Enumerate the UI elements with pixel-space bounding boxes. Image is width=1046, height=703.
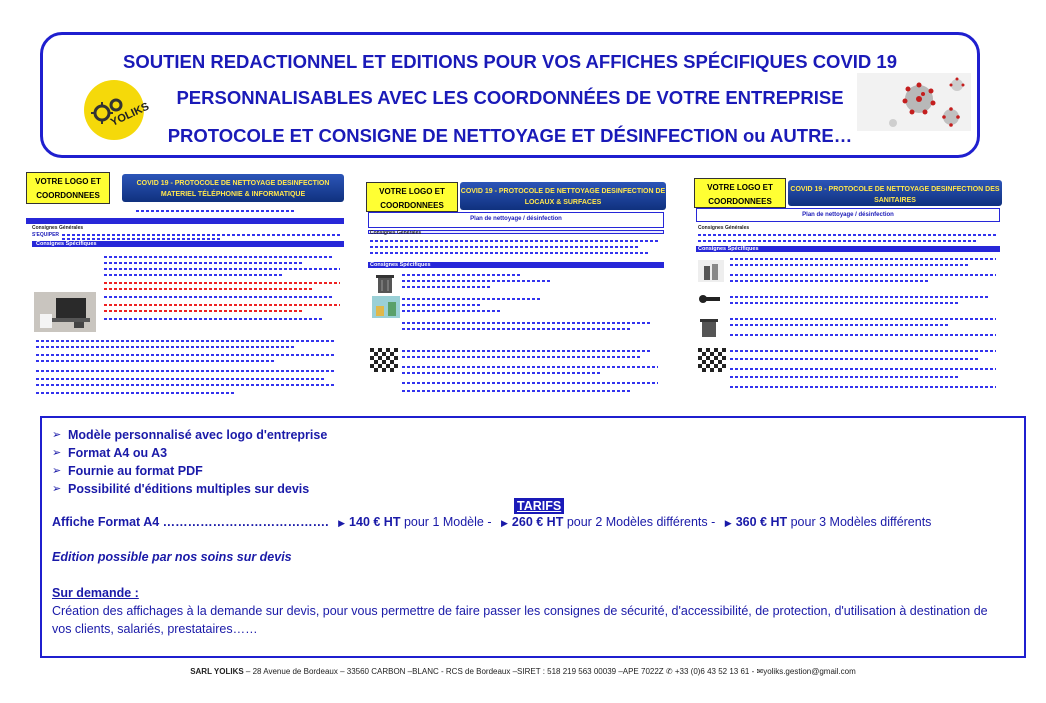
- features-list: [52, 426, 327, 498]
- text-line: [36, 340, 336, 342]
- edition-note: Edition possible par nos soins sur devis: [52, 550, 292, 564]
- text-line: [104, 282, 340, 284]
- phone-icon: ✆: [665, 667, 673, 676]
- tarifs-heading: TARIFS: [514, 498, 564, 514]
- text-line: [730, 264, 970, 266]
- text-line: [402, 366, 658, 368]
- poster-logo-box: VOTRE LOGO ET COORDONNEES: [694, 178, 786, 208]
- virus-image: [857, 73, 971, 131]
- office-image: [372, 296, 400, 318]
- poster-logo-box: VOTRE LOGO ET COORDONNEES: [26, 172, 110, 204]
- door-handle-icon: [698, 294, 720, 304]
- text-line: [730, 296, 990, 298]
- text-line: [36, 354, 336, 356]
- price-label: Affiche Format A4 ………………………………….: [52, 515, 329, 529]
- text-line: [730, 368, 996, 370]
- floor-tiles-image: [698, 348, 726, 372]
- price-1: 140 € HT: [349, 515, 401, 529]
- poster-section-1: Consignes Générales: [32, 225, 84, 231]
- text-line: [104, 256, 334, 258]
- text-line: [730, 324, 950, 326]
- text-line: [370, 246, 640, 248]
- text-line: [104, 262, 304, 264]
- text-line: [402, 274, 522, 276]
- footer-email: yoliks.gestion@gmail.com: [763, 667, 856, 676]
- arrow-bullet-icon: ➢: [52, 483, 62, 495]
- text-line: [730, 280, 930, 282]
- poster-section-1: Consignes Générales: [370, 230, 422, 236]
- text-line: [104, 274, 284, 276]
- text-line: [104, 288, 314, 290]
- text-line: [36, 370, 336, 372]
- info-box: [40, 416, 1026, 658]
- text-line: [730, 376, 960, 378]
- text-line: [402, 356, 642, 358]
- text-line: [36, 384, 336, 386]
- svg-text:YOLIKS: YOLIKS: [108, 100, 152, 129]
- text-line: [104, 310, 304, 312]
- trash-bin-icon: [698, 316, 720, 338]
- triangle-right-icon: ▶: [724, 518, 732, 528]
- email-icon: ✉: [756, 667, 764, 676]
- poster-locaux: [366, 180, 666, 398]
- text-line: [370, 240, 660, 242]
- feature-item: ➢ Fournie au format PDF: [52, 464, 203, 478]
- text-line: [36, 392, 236, 394]
- demande-text: Création des affichages à la demande sur devis, pour vous permettre de faire passer les consignes de sécurité, d'accessibilité, de protection, d'utilisation à destination de vos clients, salariés, prestataires……: [52, 604, 988, 636]
- text-line: [730, 358, 980, 360]
- text-line: [698, 234, 998, 236]
- text-line: [402, 382, 658, 384]
- text-line: [62, 234, 340, 236]
- poster-section-1: Consignes Générales: [698, 225, 750, 231]
- text-line: [730, 350, 996, 352]
- text-line: [730, 386, 996, 388]
- poster-logo-box: VOTRE LOGO ET COORDONNEES: [366, 182, 458, 212]
- text-line: [402, 322, 652, 324]
- trash-bin-icon: [374, 272, 396, 294]
- header-banner: [40, 32, 980, 158]
- feature-item: ➢ Format A4 ou A3: [52, 446, 168, 460]
- text-line: [402, 280, 552, 282]
- sanitizer-icon: [698, 260, 724, 282]
- poster-title: COVID 19 - PROTOCOLE DE NETTOYAGE DESINFECTION DES SANITAIRES: [788, 180, 1002, 206]
- text-line: [730, 302, 960, 304]
- text-line: [62, 238, 222, 240]
- price-2: 260 € HT: [511, 515, 564, 529]
- poster-section-2: Consignes Spécifiques: [698, 246, 759, 252]
- poster-section-2: Consignes Spécifiques: [36, 241, 97, 247]
- text-line: [402, 310, 502, 312]
- header-line-1: SOUTIEN REDACTIONNEL ET EDITIONS POUR VOS AFFICHES SPÉCIFIQUES COVID 19: [122, 51, 898, 72]
- poster-equip: S'EQUIPER: [32, 232, 60, 238]
- footer: [0, 667, 1046, 676]
- floor-tiles-image: [370, 348, 398, 372]
- price-2-text: pour 2 Modèles différents -: [566, 515, 716, 529]
- text-line: [36, 378, 326, 380]
- price-line: [52, 515, 931, 529]
- arrow-bullet-icon: ➢: [52, 447, 62, 459]
- text-line: [730, 258, 996, 260]
- text-line: [104, 318, 324, 320]
- header-line-2: PERSONNALISABLES AVEC LES COORDONNÉES DE VOTRE ENTREPRISE: [176, 87, 844, 108]
- triangle-right-icon: ▶: [501, 518, 508, 528]
- poster-plan: Plan de nettoyage / désinfection: [368, 212, 664, 228]
- footer-company: SARL YOLIKS: [190, 667, 244, 676]
- text-line: [730, 318, 996, 320]
- poster-telephonie: [26, 172, 344, 404]
- text-line: [36, 360, 276, 362]
- poster-sanitaires: [694, 178, 1002, 398]
- text-line: [698, 240, 978, 242]
- feature-item: ➢ Possibilité d'éditions multiples sur devis: [52, 482, 310, 496]
- poster-section-2: Consignes Spécifiques: [370, 262, 431, 268]
- yoliks-logo: [76, 77, 152, 143]
- feature-item: ➢ Modèle personnalisé avec logo d'entreprise: [52, 428, 328, 442]
- header-line-3: PROTOCOLE ET CONSIGNE DE NETTOYAGE ET DÉSINFECTION ou AUTRE…: [167, 125, 853, 146]
- text-line: [730, 334, 996, 336]
- price-3-text: pour 3 Modèles différents: [790, 515, 932, 529]
- footer-phone: +33 (0)6 43 52 13 61 -: [674, 667, 755, 676]
- text-line: [402, 286, 492, 288]
- text-line: [236, 210, 296, 212]
- price-3: 360 € HT: [735, 515, 788, 529]
- demande-title: Sur demande :: [52, 586, 139, 600]
- text-line: [402, 372, 602, 374]
- text-line: [370, 252, 650, 254]
- arrow-bullet-icon: ➢: [52, 429, 62, 441]
- text-line: [402, 328, 632, 330]
- text-line: [104, 304, 340, 306]
- footer-address: – 28 Avenue de Bordeaux – 33560 CARBON –BLANC - RCS de Bordeaux –SIRET : 518 219 563 00039 –APE 7022Z: [245, 667, 664, 676]
- laptop-photo: [34, 292, 96, 332]
- price-1-text: pour 1 Modèle -: [403, 515, 492, 529]
- text-line: [730, 274, 996, 276]
- text-line: [104, 296, 334, 298]
- text-line: [402, 298, 542, 300]
- poster-title: COVID 19 - PROTOCOLE DE NETTOYAGE DESINFECTION MATERIEL TÉLÉPHONIE & INFORMATIQUE: [122, 174, 344, 202]
- text-line: [402, 350, 652, 352]
- text-line: [136, 210, 236, 212]
- poster-plan: Plan de nettoyage / désinfection: [696, 208, 1000, 222]
- poster-bar: [26, 218, 344, 224]
- poster-title: COVID 19 - PROTOCOLE DE NETTOYAGE DESINFECTION DE LOCAUX & SURFACES: [460, 182, 666, 210]
- text-line: [402, 390, 632, 392]
- text-line: [36, 346, 296, 348]
- text-line: [104, 268, 340, 270]
- text-line: [402, 304, 482, 306]
- triangle-right-icon: ▶: [338, 518, 346, 528]
- arrow-bullet-icon: ➢: [52, 465, 62, 477]
